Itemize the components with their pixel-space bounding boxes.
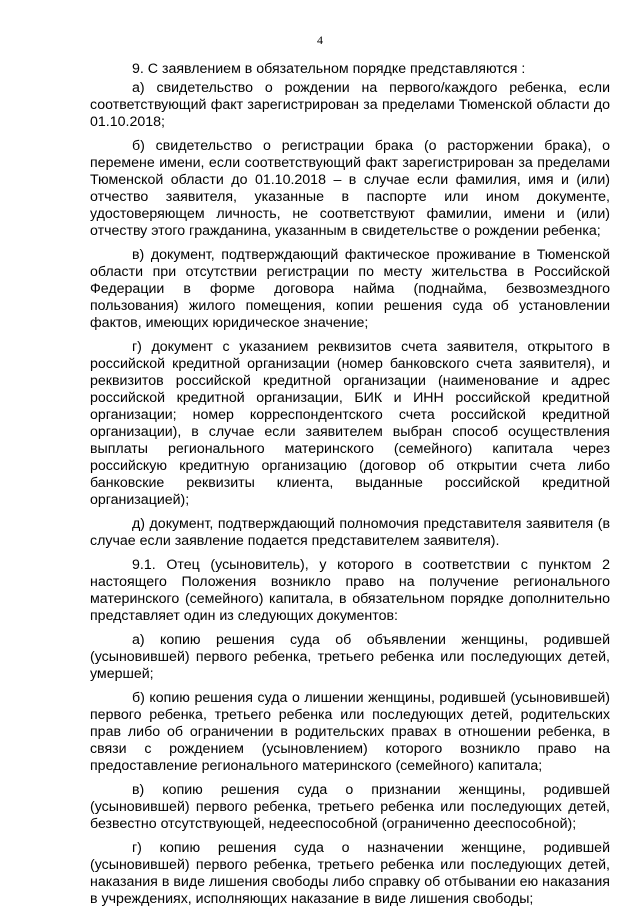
paragraph-9-1-heading: 9.1. Отец (усыновитель), у которого в соответствии с пунктом 2 настоящего Положения возникло право на получение регионального материнского (семейного) капитала, в обязательном порядке дополнительно представляет один из следующих документов:: [90, 557, 610, 624]
paragraph-9-1-a: а) копию решения суда об объявлении женщины, родившей (усыновившей) первого ребенка, третьего ребенка или последующих детей, умершей;: [90, 632, 610, 682]
paragraph-9-1-b: б) копию решения суда о лишении женщины, родившей (усыновившей) первого ребенка, третьего ребенка или последующих детей, родительских прав либо об ограничении в родительских правах в отношении ребенка, в связи с рождением (усыновлением) которого возникло право на предоставление регионального материнского (семейного) капитала;: [90, 690, 610, 774]
paragraph-9-v: в) документ, подтверждающий фактическое проживание в Тюменской области при отсутствии регистрации по месту жительства в Российской Федерации в форме договора найма (поднайма, безвозмездного пользования) жилого помещения, копии решения суда об установлении фактов, имеющих юридическое значение;: [90, 247, 610, 331]
paragraph-9-1-g: г) копию решения суда о назначении женщине, родившей (усыновившей) первого ребенка, третьего ребенка или последующих детей, наказания в виде лишения свободы либо справку об отбывании ею наказания в учреждениях, исполняющих наказание в виде лишения свободы;: [90, 840, 610, 907]
paragraph-9-1-v: в) копию решения суда о признании женщины, родившей (усыновившей) первого ребенка, третьего ребенка или последующих детей, безвестно отсутствующей, недееспособной (ограниченно дееспособной);: [90, 782, 610, 832]
paragraph-9-b: б) свидетельство о регистрации брака (о расторжении брака), о перемене имени, если соответствующий факт зарегистрирован за пределами Тюменской области до 01.10.2018 – в случае если фамилия, имя и (или) отчество заявителя, указанные в паспорте или ином документе, удостоверяющем личность, не соответствуют фамилии, имени и (или) отчеству этого гражданина, указанным в свидетельстве о рождении ребенка;: [90, 138, 610, 239]
document-body: [90, 61, 610, 915]
paragraph-9-d: д) документ, подтверждающий полномочия представителя заявителя (в случае если заявление подается представителем заявителя).: [90, 516, 610, 549]
paragraph-9-a: а) свидетельство о рождении на первого/каждого ребенка, если соответствующий факт зарегистрирован за пределами Тюменской области до 01.10.2018;: [90, 80, 610, 130]
paragraph-9-heading: 9. С заявлением в обязательном порядке представляются :: [132, 61, 526, 77]
paragraph-9-g: г) документ с указанием реквизитов счета заявителя, открытого в российской кредитной организации (номер банковского счета заявителя), и реквизитов российской кредитной организации (наименование и адрес российской кредитной организации, БИК и ИНН российской кредитной организации; номер корреспондентского счета российской кредитной организации), в случае если заявителем выбран способ осуществления выплаты регионального материнского (семейного) капитала через российскую кредитную организацию (договор об открытии счета либо банковские реквизиты клиента, выданные российской кредитной организацией);: [90, 339, 610, 508]
page-number: 4: [317, 33, 323, 47]
